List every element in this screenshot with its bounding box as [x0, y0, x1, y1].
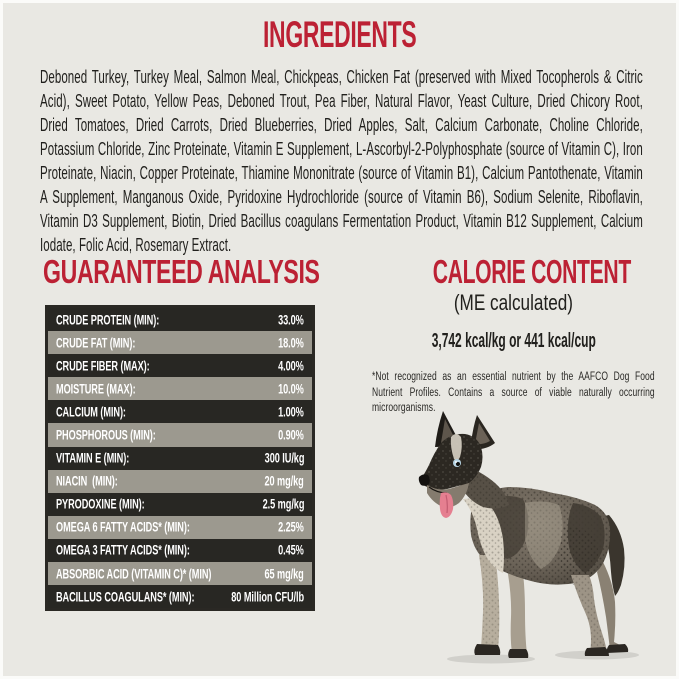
row-label: CRUDE PROTEIN (MIN):: [56, 312, 160, 328]
table-row: [48, 470, 312, 493]
table-row: [48, 331, 312, 354]
row-value: 0.45%: [278, 542, 304, 558]
row-label: BACILLUS COAGULANS* (MIN):: [56, 589, 195, 605]
table-row: [48, 377, 312, 400]
ingredients-text: Deboned Turkey, Turkey Meal, Salmon Meal, Chickpeas, Chicken Fat (preserved with Mixed Tocopherols & Citric Acid), Sweet Potato, Yellow Peas, Deboned Trout, Pea Fiber, Natural Flavor, Yeast Culture, Dried Chicory Root, Dried Tomatoes, Dried Carrots, Dried Blueberries, Dried Apples, Salt, Calcium Carbonate, Choline Chloride, Potassium Chloride, Zinc Proteinate, Vitamin E Supplement, L-Ascorbyl-2-Polyphosphate (source of Vitamin C), Iron Proteinate, Niacin, Copper Proteinate, Thiamine Mononitrate (source of Vitamin B1), Calcium Pantothenate, Vitamin A Supplement, Manganous Oxide, Pyridoxine Hydrochloride (source of Vitamin B6), Sodium Selenite, Riboflavin, Vitamin D3 Supplement, Biotin, Dried Bacillus coagulans Fermentation Product, Vitamin B12 Supplement, Calcium Iodate, Folic Acid, Rosemary Extract.: [40, 67, 643, 255]
ingredients-title: [3, 16, 676, 54]
calorie-content-title: [377, 255, 649, 289]
row-label: VITAMIN E (MIN):: [56, 450, 130, 466]
row-label: PHOSPHOROUS (MIN):: [56, 427, 156, 443]
row-value: 2.25%: [278, 519, 304, 535]
ingredients-title-text: INGREDIENTS: [262, 14, 417, 55]
row-value: 10.0%: [278, 381, 304, 397]
row-label: CRUDE FAT (MIN):: [56, 335, 136, 351]
row-value: 0.90%: [278, 427, 304, 443]
row-label: PYRODOXINE (MIN):: [56, 496, 145, 512]
aafco-footnote: *Not recognized as an essential nutrient by the AAFCO Dog Food Nutrient Profiles. Contains a source of viable naturally occurring microorganisms.: [372, 371, 655, 414]
dog-photo: [413, 407, 641, 667]
table-row: [48, 308, 312, 331]
table-row: [48, 585, 312, 608]
table-row: [48, 516, 312, 539]
row-value: 80 Million CFU/lb: [231, 589, 304, 605]
calorie-values: 3,742 kcal/kg or 441 kcal/cup: [431, 330, 596, 352]
row-label: OMEGA 6 FATTY ACIDS* (MIN):: [56, 519, 190, 535]
row-value: 1.00%: [278, 404, 304, 420]
row-label: ABSORBIC ACID (VITAMIN C)* (MIN): [56, 566, 212, 582]
row-label: CRUDE FIBER (MAX):: [56, 358, 150, 374]
row-label: CALCIUM (MIN):: [56, 404, 126, 420]
calorie-content-title-text: CALORIE CONTENT: [432, 253, 631, 290]
table-row: [48, 423, 312, 446]
row-value: 2.5 mg/kg: [262, 496, 304, 512]
row-value: 18.0%: [278, 335, 304, 351]
row-label: NIACIN (MIN):: [56, 473, 118, 489]
me-calculated-subtitle: (ME calculated): [453, 290, 573, 315]
table-row: [48, 562, 312, 585]
table-row: [48, 400, 312, 423]
row-value: 33.0%: [278, 312, 304, 328]
table-row: [48, 354, 312, 377]
guaranteed-analysis-table: [45, 305, 315, 611]
table-row: [48, 447, 312, 470]
row-value: 20 mg/kg: [264, 473, 304, 489]
table-row: [48, 539, 312, 562]
row-value: 65 mg/kg: [264, 566, 304, 582]
row-label: OMEGA 3 FATTY ACIDS* (MIN):: [56, 542, 190, 558]
guaranteed-analysis-title-text: GUARANTEED ANALYSIS: [43, 253, 320, 290]
table-row: [48, 493, 312, 516]
row-value: 4.00%: [278, 358, 304, 374]
row-label: MOISTURE (MAX):: [56, 381, 136, 397]
row-value: 300 IU/kg: [264, 450, 304, 466]
